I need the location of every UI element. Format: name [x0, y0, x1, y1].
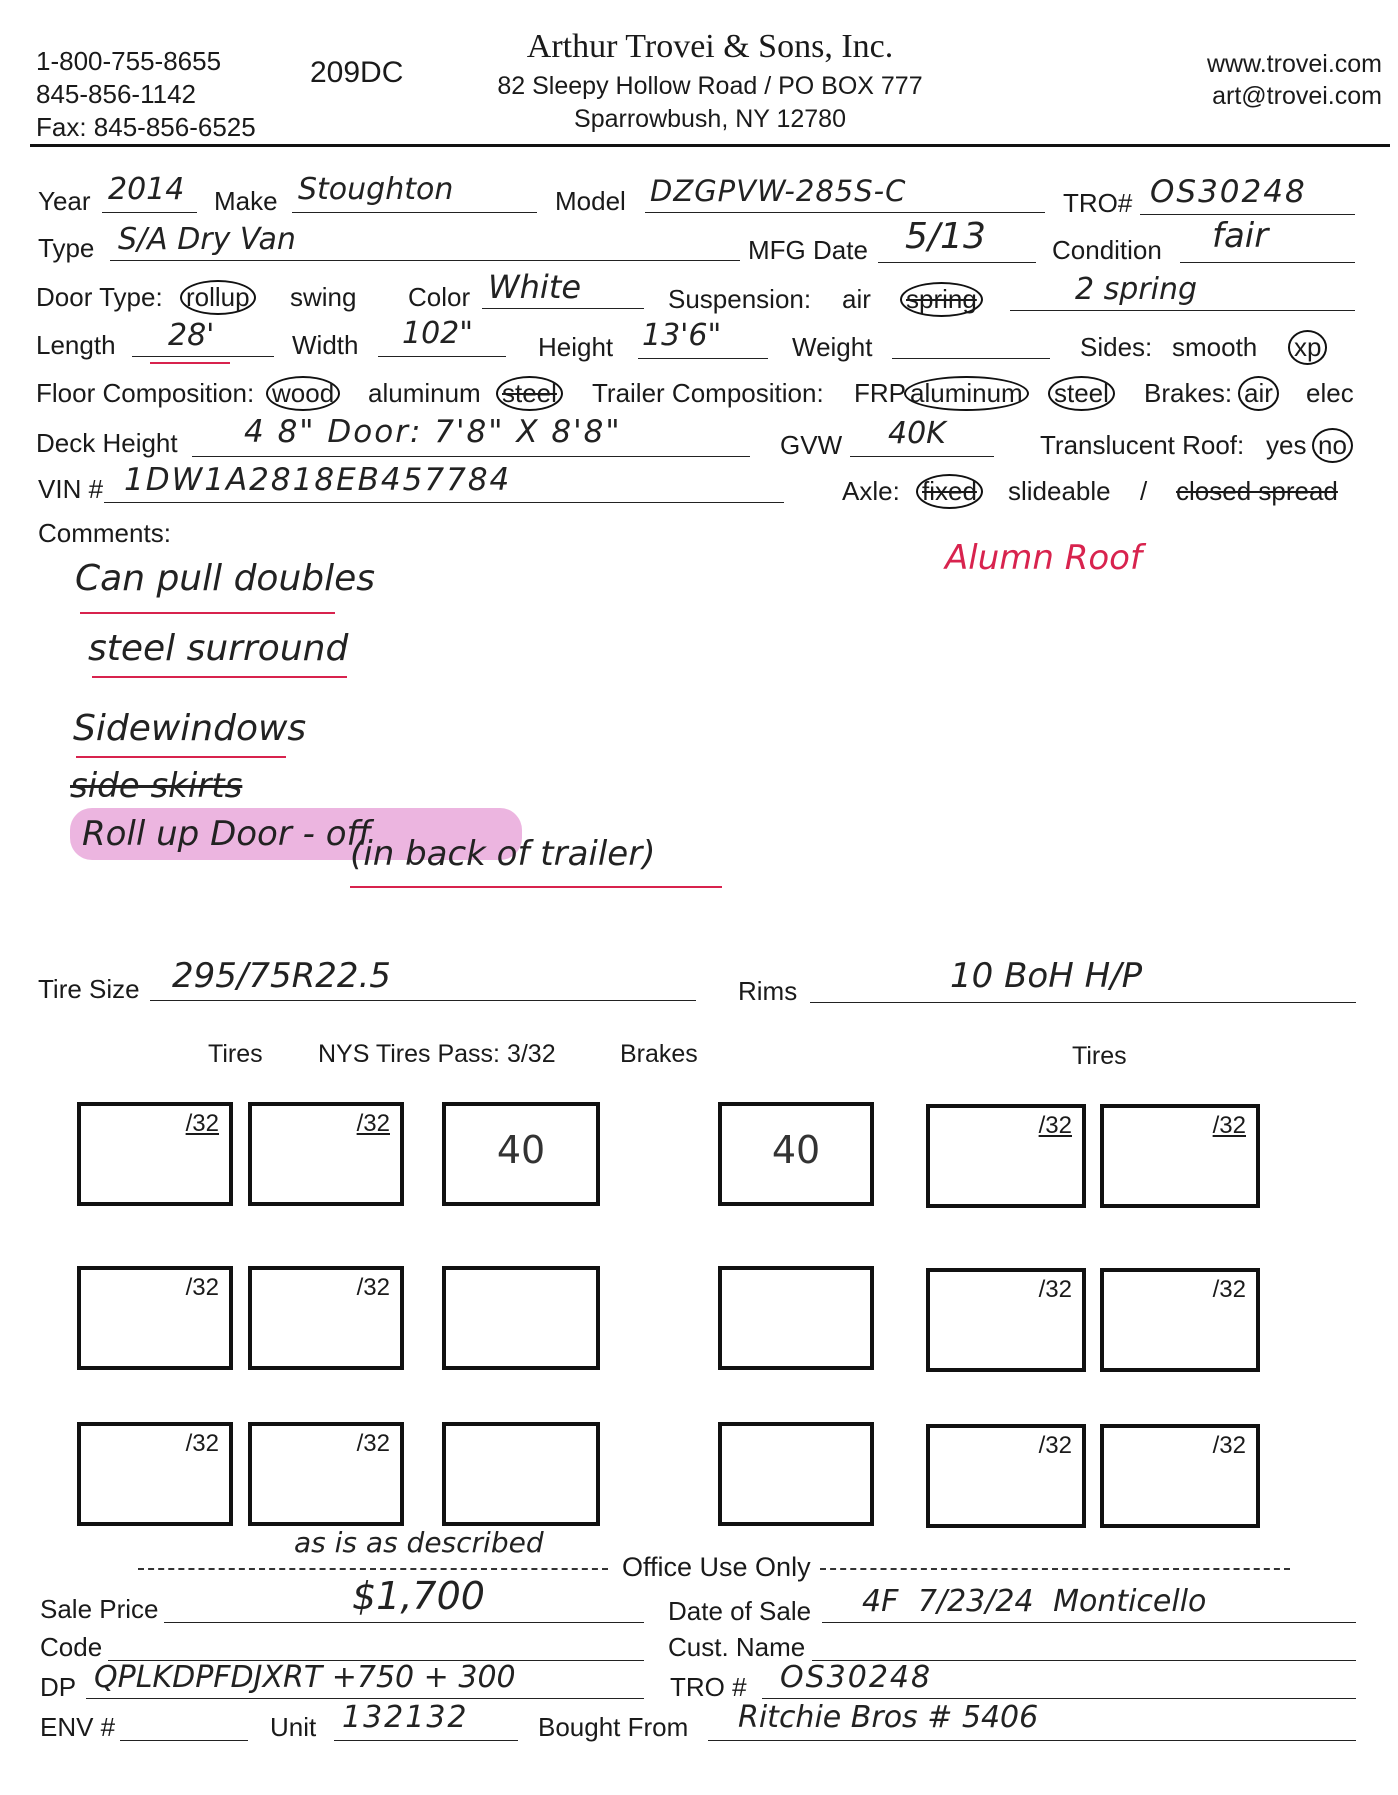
- dp-field[interactable]: [86, 1698, 644, 1699]
- brake-value: 40: [771, 1128, 821, 1172]
- make-field[interactable]: [292, 212, 537, 213]
- tire-tread-label: /32: [356, 1274, 390, 1301]
- deck-height-label: Deck Height: [36, 428, 178, 458]
- make-value: Stoughton: [298, 172, 454, 207]
- floor-composition-label: Floor Composition:: [36, 378, 255, 408]
- phone-1: 1-800-755-8655: [36, 46, 222, 76]
- tires-left-header: Tires: [208, 1040, 263, 1068]
- width-value: 102": [402, 316, 474, 351]
- gvw-value: 40K: [888, 416, 946, 451]
- tires-right-header: Tires: [1072, 1042, 1127, 1070]
- tire-box[interactable]: [1100, 1268, 1260, 1372]
- form-code: 209DC: [310, 56, 404, 89]
- model-value: DZGPVW-285S-C: [650, 174, 907, 208]
- website-link[interactable]: www.trovei.com: [1206, 50, 1382, 78]
- dp-value: QPLKDPFDJXRT +750 + 300: [94, 1660, 516, 1695]
- weight-field[interactable]: [892, 358, 1050, 359]
- tire-tread-label: /32: [1212, 1276, 1246, 1303]
- rims-field[interactable]: [810, 1002, 1356, 1003]
- comment-line-1-underline: [80, 612, 335, 614]
- wood-floor-option[interactable]: wood: [266, 376, 340, 411]
- steel-floor-option[interactable]: steel: [496, 376, 563, 411]
- fixed-axle-option[interactable]: fixed: [916, 474, 983, 509]
- sale-price-field[interactable]: [164, 1622, 644, 1623]
- company-name: Arthur Trovei & Sons, Inc.: [526, 28, 894, 65]
- length-field[interactable]: [132, 356, 274, 357]
- aluminum-floor-option[interactable]: aluminum: [368, 378, 481, 408]
- tire-tread-label: /32: [1212, 1432, 1246, 1459]
- tire-size-label: Tire Size: [38, 974, 140, 1004]
- address-line-2: Sparrowbush, NY 12780: [574, 105, 846, 133]
- translucent-roof-yes-option[interactable]: yes: [1266, 430, 1307, 460]
- length-label: Length: [36, 330, 116, 360]
- frp-option[interactable]: FRP: [854, 378, 906, 408]
- office-divider-right: [820, 1568, 1290, 1570]
- tire-box[interactable]: [77, 1422, 233, 1526]
- sides-label: Sides:: [1080, 332, 1153, 362]
- brake-box[interactable]: [718, 1422, 874, 1526]
- tire-size-value: 295/75R22.5: [172, 956, 391, 996]
- type-field[interactable]: [110, 260, 740, 261]
- tire-tread-label: /32: [185, 1110, 219, 1137]
- tire-box[interactable]: [926, 1424, 1086, 1528]
- tire-box[interactable]: [248, 1266, 404, 1370]
- suspension-note-value: 2 spring: [1075, 272, 1198, 307]
- swing-option[interactable]: swing: [290, 282, 357, 312]
- deck-height-value: 4 8" Door: 7'8" X 8'8": [244, 414, 622, 450]
- tire-tread-label: /32: [185, 1430, 219, 1457]
- closed-spread-axle-option[interactable]: closed spread: [1176, 476, 1338, 506]
- year-field[interactable]: [102, 212, 197, 213]
- type-value: S/A Dry Van: [118, 222, 296, 257]
- as-is-note: as is as described: [294, 1526, 544, 1559]
- roof-note: Alumn Roof: [945, 538, 1142, 578]
- translucent-roof-label: Translucent Roof:: [1040, 430, 1245, 460]
- tro2-field[interactable]: [762, 1698, 1356, 1699]
- brake-box[interactable]: [442, 1266, 600, 1370]
- unit-value: 132132: [342, 1700, 469, 1735]
- brake-value: 40: [496, 1128, 546, 1172]
- gvw-label: GVW: [780, 430, 843, 460]
- comment-line-5: Roll up Door - off: [82, 814, 372, 854]
- color-value: White: [488, 268, 582, 306]
- comment-line-3-underline: [76, 756, 286, 758]
- tire-tread-label: /32: [356, 1110, 390, 1137]
- vin-value: 1DW1A2818EB457784: [124, 462, 512, 498]
- trailer-composition-label: Trailer Composition:: [592, 378, 824, 408]
- steel-trailer-option[interactable]: steel: [1048, 376, 1115, 411]
- deck-height-field[interactable]: [192, 456, 750, 457]
- comment-line-2: steel surround: [88, 628, 349, 669]
- width-label: Width: [292, 330, 359, 360]
- spring-suspension-option[interactable]: spring: [900, 282, 983, 317]
- smooth-sides-option[interactable]: smooth: [1172, 332, 1258, 362]
- phone-2: 845-856-1142: [36, 79, 196, 109]
- brakes-header: Brakes: [620, 1040, 698, 1068]
- tire-tread-label: /32: [1038, 1432, 1072, 1459]
- length-underline: [150, 362, 230, 364]
- tire-tread-label: /32: [356, 1430, 390, 1457]
- header-divider: [30, 144, 1390, 147]
- address-line-1: 82 Sleepy Hollow Road / PO BOX 777: [497, 72, 923, 100]
- office-use-heading: Office Use Only: [622, 1552, 811, 1582]
- gvw-field[interactable]: [850, 456, 994, 457]
- aluminum-trailer-option[interactable]: aluminum: [904, 376, 1029, 411]
- code-label: Code: [40, 1632, 103, 1662]
- rims-label: Rims: [738, 976, 798, 1006]
- tire-box[interactable]: [77, 1102, 233, 1206]
- dp-label: DP: [40, 1672, 77, 1702]
- axle-separator: /: [1140, 476, 1148, 506]
- brake-box[interactable]: [718, 1102, 874, 1206]
- tire-box[interactable]: [248, 1102, 404, 1206]
- email-link[interactable]: art@trovei.com: [1212, 82, 1382, 110]
- brake-box[interactable]: [718, 1266, 874, 1370]
- bought-from-label: Bought From: [538, 1712, 689, 1742]
- unit-label: Unit: [270, 1712, 317, 1742]
- suspension-note-field[interactable]: [1010, 310, 1355, 311]
- type-label: Type: [38, 233, 95, 263]
- nys-tires-header: NYS Tires Pass: 3/32: [318, 1040, 556, 1068]
- model-field[interactable]: [645, 212, 1045, 213]
- tire-tread-label: /32: [1212, 1112, 1246, 1139]
- translucent-roof-no-option[interactable]: no: [1312, 428, 1353, 463]
- slideable-axle-option[interactable]: slideable: [1008, 476, 1111, 506]
- suspension-label: Suspension:: [668, 284, 812, 314]
- make-label: Make: [214, 186, 278, 216]
- year-value: 2014: [108, 172, 185, 207]
- comment-line-2-underline: [92, 676, 347, 678]
- fax-number: Fax: 845-856-6525: [36, 112, 256, 142]
- cust-name-label: Cust. Name: [668, 1632, 806, 1662]
- comment-line-1: Can pull doubles: [75, 558, 376, 599]
- brake-box[interactable]: [442, 1422, 600, 1526]
- xp-sides-option[interactable]: xp: [1288, 330, 1327, 365]
- tire-box[interactable]: [1100, 1424, 1260, 1528]
- condition-label: Condition: [1052, 235, 1162, 265]
- date-of-sale-value: 4F 7/23/24 Monticello: [862, 1584, 1207, 1619]
- width-field[interactable]: [378, 356, 506, 357]
- tire-tread-label: /32: [1038, 1276, 1072, 1303]
- axle-label: Axle:: [842, 476, 900, 506]
- bought-from-field[interactable]: [708, 1740, 1356, 1741]
- height-field[interactable]: [638, 358, 768, 359]
- height-value: 13'6": [642, 318, 722, 353]
- comment-line-6: (in back of trailer): [350, 834, 656, 874]
- tire-box[interactable]: [926, 1268, 1086, 1372]
- vin-field[interactable]: [104, 502, 784, 503]
- tro-label: TRO#: [1063, 188, 1133, 218]
- comment-line-4: side skirts: [70, 766, 243, 806]
- rims-value: 10 BoH H/P: [950, 956, 1143, 996]
- length-value: 28': [168, 318, 215, 353]
- tire-box[interactable]: [77, 1266, 233, 1370]
- bought-from-value: Ritchie Bros # 5406: [738, 1700, 1039, 1735]
- mfg-date-value: 5/13: [905, 216, 986, 257]
- condition-field[interactable]: [1180, 262, 1355, 263]
- sale-price-label: Sale Price: [40, 1594, 159, 1624]
- comment-line-3: Sidewindows: [73, 708, 307, 749]
- env-label: ENV #: [40, 1712, 116, 1742]
- color-field[interactable]: [482, 308, 644, 309]
- mfg-date-label: MFG Date: [748, 235, 868, 265]
- tire-box[interactable]: [926, 1104, 1086, 1208]
- date-of-sale-field[interactable]: [822, 1622, 1356, 1623]
- tire-tread-label: /32: [1038, 1112, 1072, 1139]
- tro-value: OS30248: [1150, 174, 1307, 210]
- air-suspension-option[interactable]: air: [842, 284, 871, 314]
- office-divider-left: [138, 1568, 608, 1570]
- unit-field[interactable]: [334, 1740, 518, 1741]
- comments-label: Comments:: [38, 518, 171, 548]
- mfg-date-field[interactable]: [878, 262, 1036, 263]
- door-type-label: Door Type:: [36, 282, 163, 312]
- comment-line-6-underline: [350, 886, 722, 888]
- tire-tread-label: /32: [185, 1274, 219, 1301]
- tro-field[interactable]: [1140, 214, 1355, 215]
- brake-box[interactable]: [442, 1102, 600, 1206]
- sale-price-value: $1,700: [352, 1574, 485, 1618]
- tro2-value: OS30248: [780, 1660, 933, 1695]
- brakes-label: Brakes:: [1144, 378, 1233, 408]
- tire-size-field[interactable]: [150, 1000, 696, 1001]
- tire-box[interactable]: [248, 1422, 404, 1526]
- year-label: Year: [38, 186, 91, 216]
- elec-brakes-option[interactable]: elec: [1306, 378, 1354, 408]
- air-brakes-option[interactable]: air: [1238, 376, 1279, 411]
- tro2-label: TRO #: [670, 1672, 747, 1702]
- vin-label: VIN #: [38, 474, 104, 504]
- env-field[interactable]: [120, 1740, 248, 1741]
- weight-label: Weight: [792, 332, 873, 362]
- condition-value: fair: [1212, 216, 1269, 256]
- height-label: Height: [538, 332, 614, 362]
- date-of-sale-label: Date of Sale: [668, 1596, 812, 1626]
- model-label: Model: [555, 186, 626, 216]
- rollup-option[interactable]: rollup: [180, 280, 256, 315]
- tire-box[interactable]: [1100, 1104, 1260, 1208]
- color-label: Color: [408, 282, 471, 312]
